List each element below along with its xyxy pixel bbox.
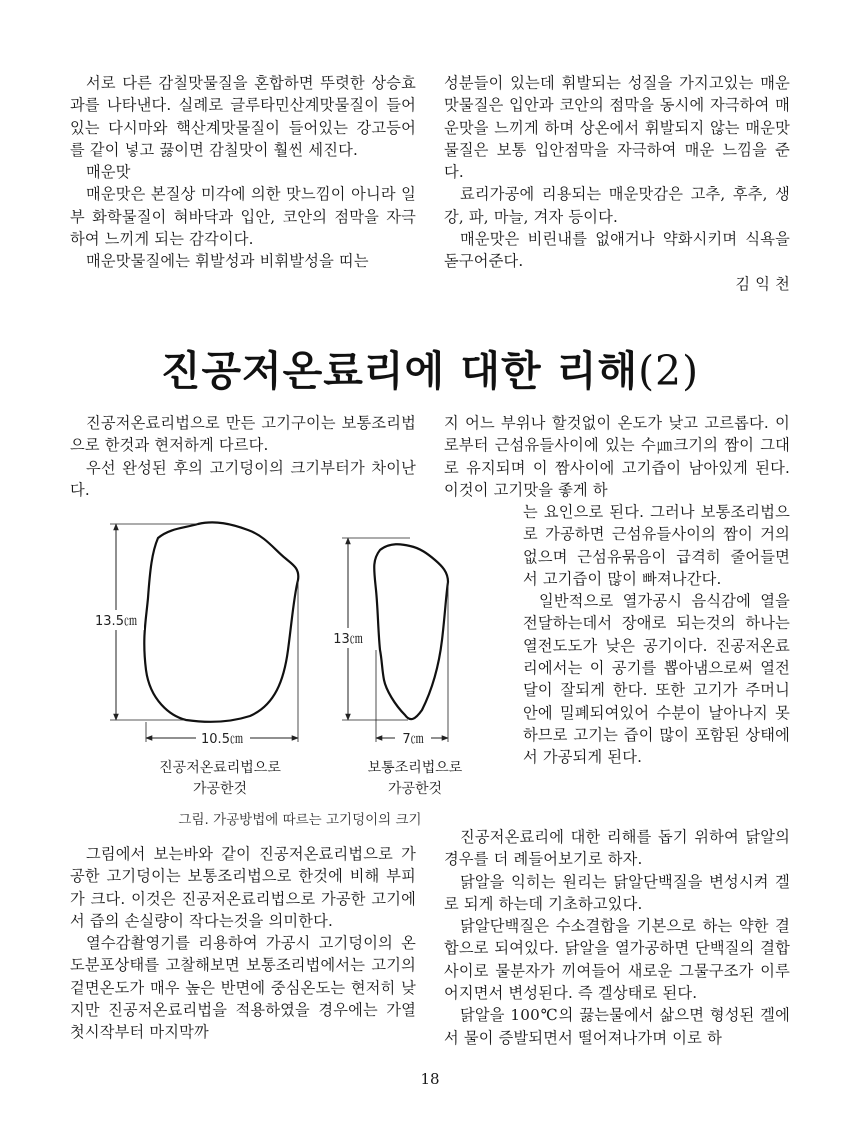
- meat-size-figure: [70, 510, 510, 830]
- paragraph: 매운맛은 비린내를 없애거나 약화시키며 식욕을 돋구어준다.: [444, 230, 790, 271]
- right-shape-caption: [350, 758, 480, 800]
- paragraph: 성분들이 있는데 휘발되는 성질을 가지고있는 매운맛물질은 입안과 코안의 점막을 동시에 자극하여 매운맛을 느끼게 하며 상온에서 휘발되지 않는 매운맛물질은 보통 입안점막을 자극하여 매운 느낌을 준다.: [444, 74, 790, 182]
- author-name: 김 익 천: [735, 274, 790, 293]
- mid-left-column: [70, 412, 416, 501]
- mid-right-column-top: [444, 412, 790, 501]
- paragraph: 매운맛은 본질상 미각에 의한 맛느낌이 아니라 일부 화학물질이 혀바닥과 입안, 코안의 점막을 자극하여 느끼게 되는 감각이다.: [70, 185, 416, 249]
- right-width-label: 7㎝: [402, 732, 424, 747]
- paragraph: 열수감촬영기를 리용하여 가공시 고기덩이의 온도분포상태를 고찰해보면 보통조리법에서는 고기의 겉면온도가 매우 높은 반면에 중심온도는 현저히 낮지만 진공저온료리법을 적용하였을 경우에는 가열 첫시작부터 마지막까: [70, 934, 416, 1042]
- mid-right-column-wide: [444, 826, 790, 1049]
- paragraph: 닭알단백질은 수소결합을 기본으로 하는 약한 결합으로 되여있다. 닭알을 열가공하면 단백질의 결합사이로 물분자가 끼여들어 새로운 그물구조가 이루어지면서 변성된다. 즉 겔상태로 된다.: [444, 917, 790, 1003]
- top-left-column: [70, 72, 416, 273]
- top-right-column: [444, 72, 790, 295]
- left-height-label: 13.5㎝: [95, 614, 137, 629]
- figure-caption: 그림. 가공방법에 따르는 고기덩이의 크기: [178, 812, 422, 828]
- article-title-text: 진공저온료리에 대한 리해: [160, 347, 639, 395]
- paragraph: 일반적으로 열가공시 음식감에 열을 전달하는데서 장애로 되는것의 하나는 열전도도가 낮은 공기이다. 진공저온료리에서는 이 공기를 뽑아냄으로써 열전달이 잘되게 한다. 또한 고기가 주머니안에 밀폐되여있어 수분이 날아나지 못하므로 고기는 즙이 많이 포함된 상태에서 가공되게 된다.: [523, 592, 790, 767]
- article-title-number: (2): [638, 347, 700, 395]
- right-meat-outline: [374, 544, 448, 719]
- left-caption-line2: 가공한것: [192, 781, 248, 797]
- paragraph: 우선 완성된 후의 고기덩이의 크기부터가 차이난다.: [70, 458, 416, 499]
- mid-right-column-narrow: [523, 501, 790, 769]
- paragraph: 지 어느 부위나 할것없이 온도가 낮고 고르롭다. 이로부터 근섬유들사이에 있는 수㎛크기의 짬이 그대로 유지되며 이 짬사이에 고기즙이 남아있게 된다. 이것이 고기맛을 좋게 하: [444, 414, 790, 499]
- article-title: [0, 338, 860, 397]
- paragraph: 료리가공에 리용되는 매운맛감은 고추, 후추, 생강, 파, 마늘, 겨자 등이다.: [444, 185, 790, 226]
- paragraph: 매운맛물질에는 휘발성과 비휘발성을 띠는: [86, 252, 369, 271]
- subheading: 매운맛: [86, 163, 131, 182]
- left-caption-line1: 진공저온료리법으로: [159, 760, 281, 776]
- page-number: 18: [420, 1070, 440, 1088]
- left-shape-caption: [130, 758, 310, 800]
- paragraph: 진공저온료리법으로 만든 고기구이는 보통조리법으로 한것과 현저하게 다르다.: [70, 414, 416, 455]
- paragraph: 그림에서 보는바와 같이 진공저온료리법으로 가공한 고기덩이는 보통조리법으로 한것에 비해 부피가 크다. 이것은 진공저온료리법으로 가공한 고기에서 즙의 손실량이 작다는것을 의미한다.: [70, 845, 416, 930]
- right-height-label: 13㎝: [333, 632, 363, 647]
- paragraph: 는 요인으로 된다. 그러나 보통조리법으로 가공하면 근섬유들사이의 짬이 거의 없으며 근섬유묶음이 급격히 줄어들면서 고기즙이 많이 빠져나간다.: [523, 503, 790, 588]
- paragraph: 닭알을 100℃의 끓는물에서 삶으면 형성된 겔에서 물이 증발되면서 떨어져나가며 이로 하: [444, 1006, 790, 1047]
- left-width-label: 10.5㎝: [201, 732, 243, 747]
- paragraph: 서로 다른 감칠맛물질을 혼합하면 뚜렷한 상승효과를 나타낸다. 실례로 글루타민산계맛물질이 들어있는 다시마와 핵산계맛물질이 들어있는 강고등어를 같이 넣고 끓이면 감칠맛이 훨씬 세진다.: [70, 74, 416, 159]
- left-meat-outline: [144, 522, 298, 721]
- paragraph: 진공저온료리에 대한 리해를 돕기 위하여 닭알의 경우를 더 례들어보기로 하자.: [444, 828, 790, 869]
- right-caption-line1: 보통조리법으로: [367, 760, 463, 776]
- right-caption-line2: 가공한것: [387, 781, 443, 797]
- bottom-left-column: [70, 843, 416, 1044]
- paragraph: 닭알을 익히는 원리는 닭알단백질을 변성시켜 겔로 되게 하는데 기초하고있다.: [444, 872, 790, 913]
